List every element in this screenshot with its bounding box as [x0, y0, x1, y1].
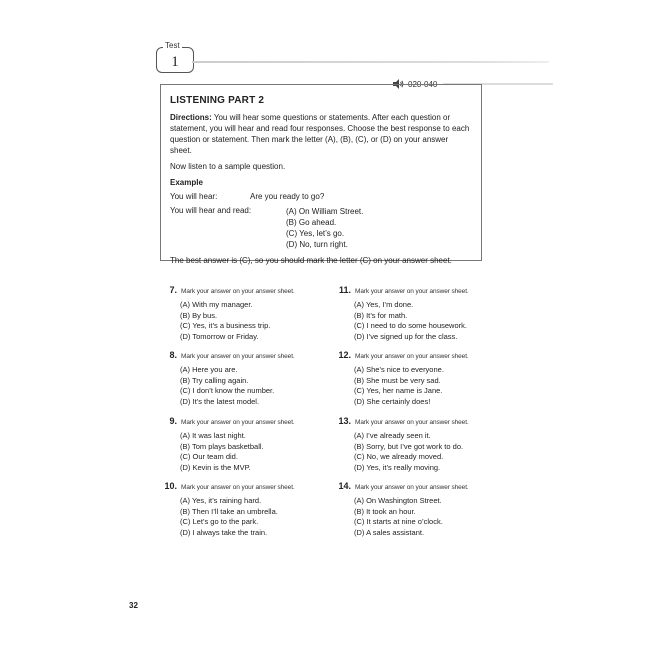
answer-option: (C) No, we already moved.: [354, 452, 444, 461]
directions-label: Directions:: [170, 113, 212, 122]
you-will-hear-label: You will hear:: [170, 192, 218, 201]
question-prompt: Mark your answer on your answer sheet.: [181, 484, 295, 491]
hear-and-read-row: [170, 206, 472, 250]
audio-code: 020-040: [408, 79, 438, 89]
answer-option: (A) I’ve already seen it.: [354, 431, 431, 440]
question-prompt: Mark your answer on your answer sheet.: [355, 353, 469, 360]
question-prompt: Mark your answer on your answer sheet.: [181, 353, 295, 360]
answer-option: (D) Tomorrow or Friday.: [180, 331, 259, 341]
example-option: (A) On William Street.: [286, 207, 364, 216]
answer-option: (D) Yes, it’s really moving.: [354, 462, 441, 472]
answer-option: (D) Kevin is the MVP.: [180, 462, 251, 472]
answer-option: (B) Then I’ll take an umbrella.: [180, 506, 278, 516]
question-number: 8.: [169, 350, 177, 360]
question-item: [155, 350, 325, 407]
question-item: [155, 416, 325, 473]
answer-option: (A) It was last night.: [180, 431, 246, 440]
directions: [170, 112, 472, 156]
question-item: [329, 350, 499, 407]
directions-text: You will hear some questions or statements. After each question or statement, you will hear and read four responses. Choose the best response to each question or statement. Then mark the letter (A), (B), (C), or (D) on your answer sheet.: [170, 113, 470, 155]
answer-option: (C) Yes, it’s a business trip.: [180, 321, 271, 330]
answer-option: (B) Sorry, but I’ve got work to do.: [354, 441, 464, 451]
question-number: 12.: [338, 350, 351, 360]
example-option: (B) Go ahead.: [286, 218, 337, 227]
answer-option: (B) It took an hour.: [354, 506, 416, 516]
answer-option: (D) A sales assistant.: [354, 527, 425, 537]
answer-option: (A) She’s nice to everyone.: [354, 365, 444, 374]
answer-option: (C) It starts at nine o’clock.: [354, 517, 443, 526]
answer-option: (D) I always take the train.: [180, 527, 268, 537]
test-number: 1: [171, 54, 179, 70]
question-item: [155, 481, 325, 538]
you-will-hear-row: [170, 192, 472, 201]
answer-option: (A) Yes, it’s raining hard.: [180, 496, 262, 505]
question-prompt: Mark your answer on your answer sheet.: [355, 484, 469, 491]
answer-option: (A) Here you are.: [180, 365, 238, 374]
answer-option: (B) She must be very sad.: [354, 375, 441, 385]
answer-option: (B) By bus.: [180, 310, 218, 320]
question-item: [329, 481, 499, 538]
example-options: [286, 206, 363, 250]
answer-option: (C) Let’s go to the park.: [180, 517, 259, 526]
answer-option: (A) Yes, I’m done.: [354, 300, 414, 309]
answer-option: (A) With my manager.: [180, 300, 253, 309]
example-option: (D) No, turn right.: [286, 240, 348, 249]
question-item: [329, 416, 499, 473]
question-number: 14.: [338, 481, 351, 491]
answer-option: (D) It’s the latest model.: [180, 396, 260, 406]
answer-option: (A) On Washington Street.: [354, 496, 442, 505]
sample-intro: Now listen to a sample question.: [170, 162, 286, 171]
answer-option: (D) I’ve signed up for the class.: [354, 331, 458, 341]
answer-option: (B) Tom plays basketball.: [180, 441, 264, 451]
question-number: 13.: [338, 416, 351, 426]
example-heading: Example: [170, 178, 203, 187]
question-number: 11.: [338, 285, 351, 295]
answer-option: (C) I don’t know the number.: [180, 386, 275, 395]
question-number: 10.: [164, 481, 177, 491]
question-number: 9.: [169, 416, 177, 426]
answer-option: (B) Try calling again.: [180, 375, 249, 385]
you-will-hear-text: Are you ready to go?: [250, 192, 325, 201]
best-answer: The best answer is (C), so you should mark the letter (C) on your answer sheet.: [170, 256, 452, 265]
instructions-box: [160, 84, 482, 265]
question-number: 7.: [169, 285, 177, 295]
answer-option: (C) Our team did.: [180, 452, 238, 461]
answer-option: (D) She certainly does!: [354, 396, 431, 406]
answer-option: (C) Yes, her name is Jane.: [354, 386, 443, 395]
answer-option: (C) I need to do some housework.: [354, 321, 467, 330]
section-title: LISTENING PART 2: [170, 95, 265, 106]
answer-option: (B) It’s for math.: [354, 310, 408, 320]
test-number-tab: [156, 41, 194, 73]
question-prompt: Mark your answer on your answer sheet.: [181, 419, 295, 426]
page-number: 32: [129, 601, 138, 610]
example-option: (C) Yes, let’s go.: [286, 229, 345, 238]
hear-and-read-label: You will hear and read:: [170, 206, 252, 215]
question-prompt: Mark your answer on your answer sheet.: [355, 419, 469, 426]
question-prompt: Mark your answer on your answer sheet.: [181, 288, 295, 295]
question-item: [155, 285, 325, 342]
question-prompt: Mark your answer on your answer sheet.: [355, 288, 469, 295]
test-label: Test: [165, 41, 180, 50]
header-rule: [192, 61, 549, 63]
question-item: [329, 285, 499, 342]
